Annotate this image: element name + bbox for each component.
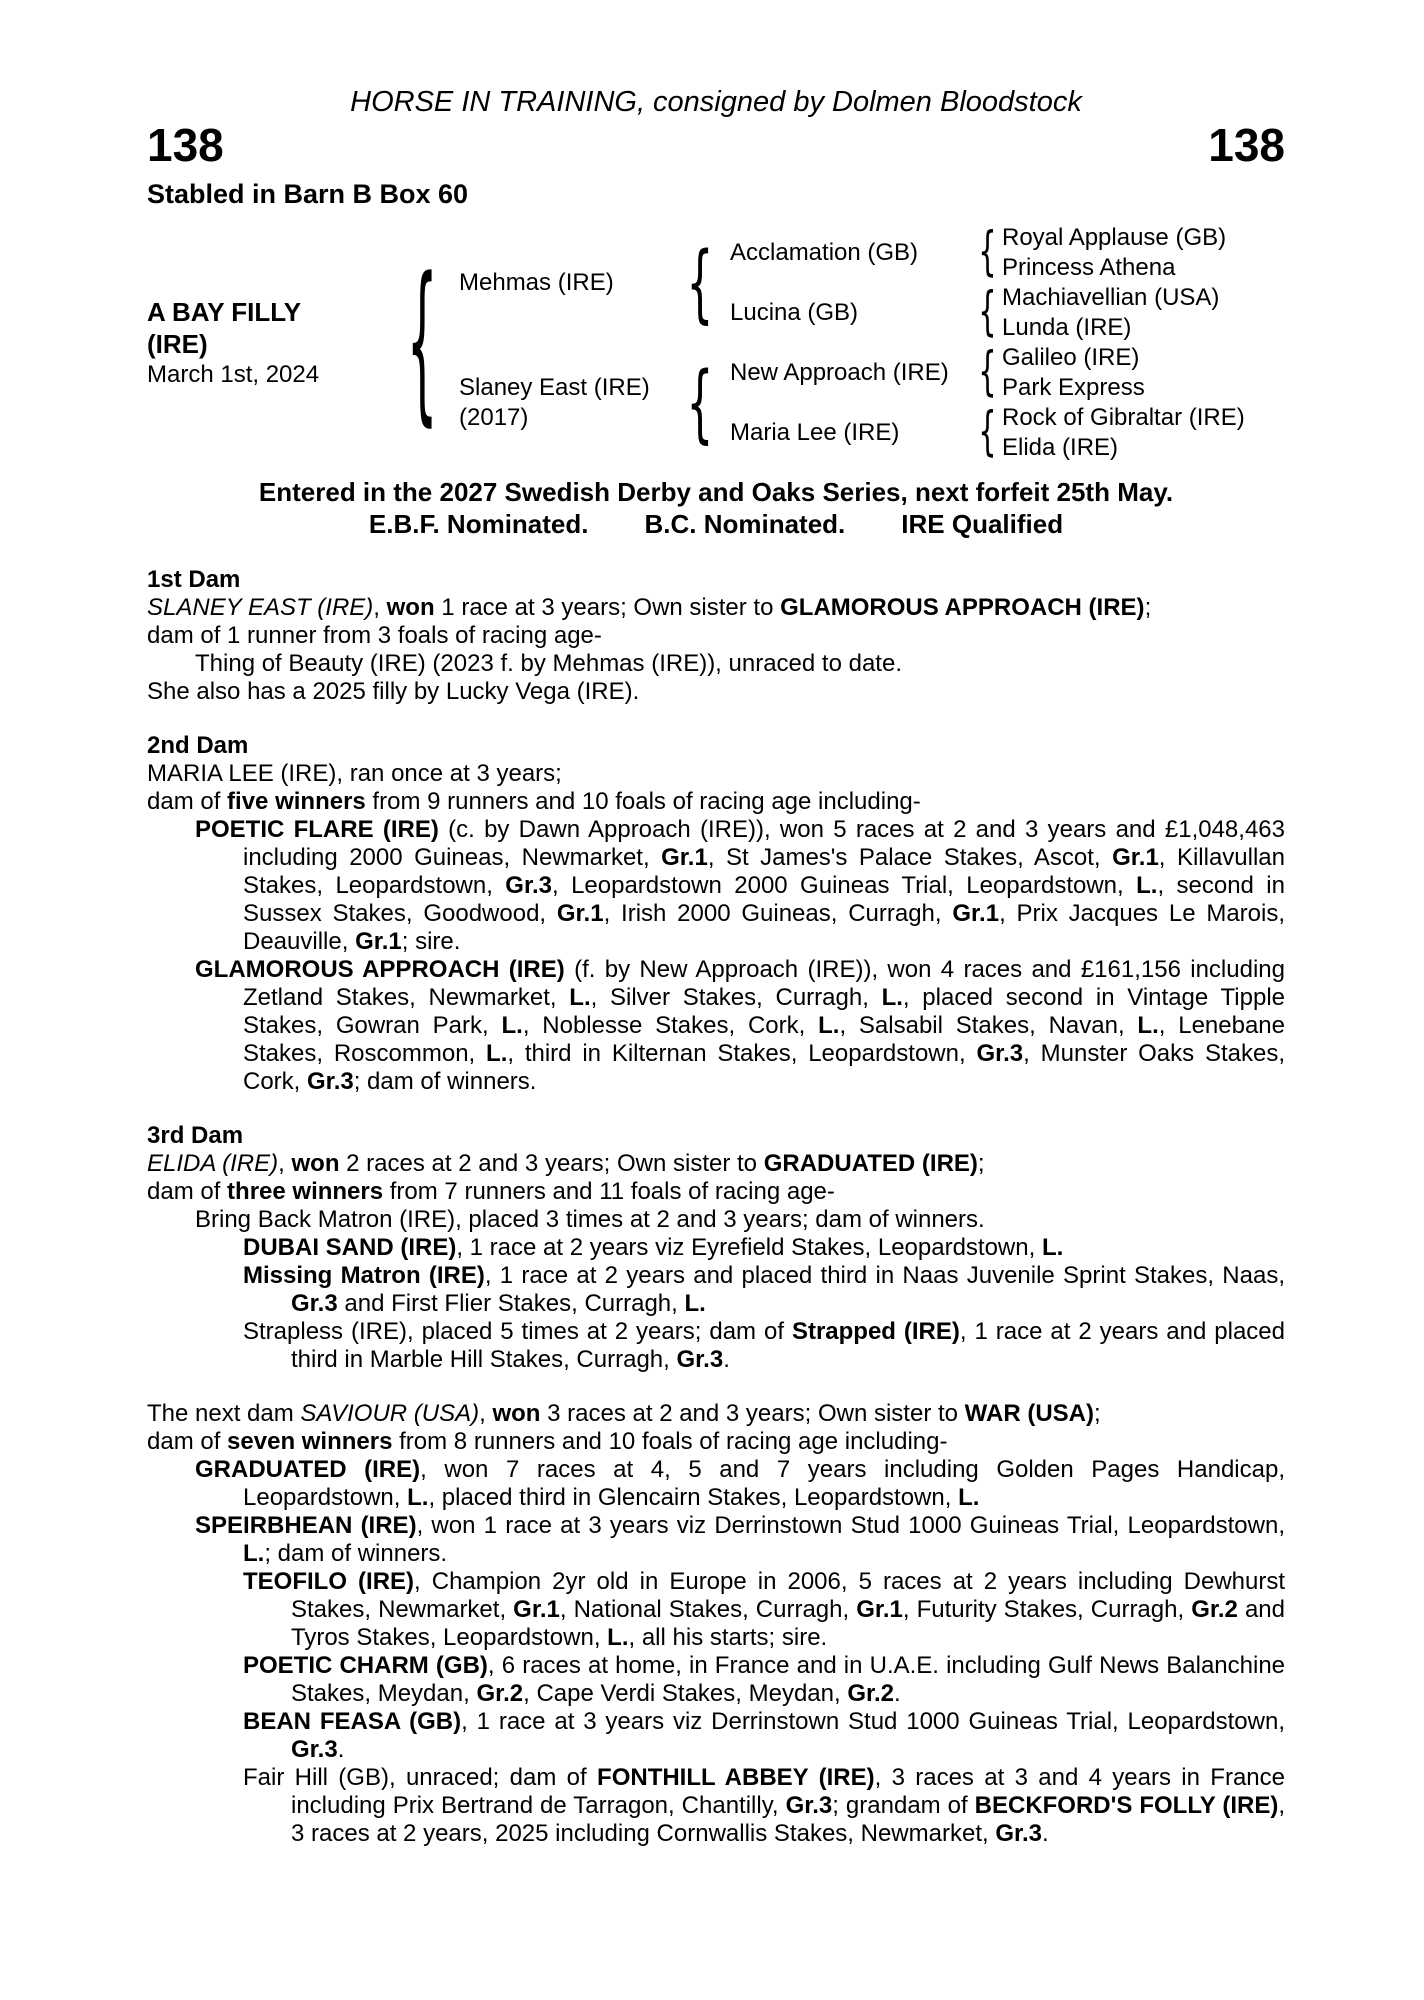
brace-icon: { xyxy=(406,240,438,443)
para-dam-of-seven-winners: dam of seven winners from 8 runners and 10 foals of racing age including- xyxy=(147,1428,948,1455)
granddam-name: Lucina (GB) xyxy=(730,299,859,326)
great-grandparent-name: Rock of Gibraltar (IRE) xyxy=(1002,404,1245,431)
para-fair-hill: Fair Hill (GB), unraced; dam of FONTHILL ABBEY (IRE), 3 races at 3 and 4 years in France including Prix Bertrand de Tarragon, Chantilly, Gr.3; grandam of BECKFORD'S FOLLY (IRE), 3 races at 2 years, 2025 including Cornwallis Stakes, Newmarket, Gr.3. xyxy=(243,1764,1285,1847)
pedigree-sire-unit xyxy=(447,223,1245,343)
lot-number-right: 138 xyxy=(1208,119,1285,171)
pedigree-dam-unit xyxy=(447,343,1245,463)
section-heading-3rd-dam: 3rd Dam xyxy=(147,1122,244,1149)
para-dubai-sand: DUBAI SAND (IRE), 1 race at 2 years viz Eyrefield Stakes, Leopardstown, L. xyxy=(243,1234,1064,1261)
brace-icon: { xyxy=(977,342,997,402)
sire-name: Mehmas (IRE) xyxy=(459,269,614,296)
pedigree-generation-1 xyxy=(447,223,1245,463)
para-dam-of-three-winners: dam of three winners from 7 runners and 11 foals of racing age- xyxy=(147,1178,835,1205)
brace-icon: { xyxy=(977,402,997,462)
dam-name: Slaney East (IRE) (2017) xyxy=(447,373,677,433)
pedigree-subject xyxy=(147,296,397,390)
section-heading-2nd-dam: 2nd Dam xyxy=(147,732,249,759)
brace-icon: { xyxy=(685,233,714,333)
grandsire-name: Acclamation (GB) xyxy=(730,239,919,266)
para-graduated: GRADUATED (IRE), won 7 races at 4, 5 and 7 years including Golden Pages Handicap, Leopardstown, L., placed third in Glencairn Stakes, Leopardstown, L. xyxy=(195,1456,1285,1511)
nominations-line xyxy=(147,508,1285,540)
para-she-also-has: She also has a 2025 filly by Lucky Vega (IRE). xyxy=(147,678,640,705)
pedigree-table xyxy=(147,222,1285,464)
great-grandparent-name: Royal Applause (GB) xyxy=(1002,224,1227,251)
section-heading-1st-dam: 1st Dam xyxy=(147,566,241,593)
great-grandparent-name: Park Express xyxy=(1002,374,1145,401)
subject-foaling-date: March 1st, 2024 xyxy=(147,361,320,388)
para-missing-matron: Missing Matron (IRE), 1 race at 2 years and placed third in Naas Juvenile Sprint Stakes, Naas, Gr.3 and First Flier Stakes, Curragh, L. xyxy=(243,1262,1286,1317)
great-grandparent-name: Machiavellian (USA) xyxy=(1002,284,1220,311)
page-title: HORSE IN TRAINING, consigned by Dolmen Bloodstock xyxy=(350,86,1082,118)
para-speirbhean: SPEIRBHEAN (IRE), won 1 race at 3 years viz Derrinstown Stud 1000 Guineas Trial, Leopardstown, L.; dam of winners. xyxy=(195,1512,1285,1567)
entries-line: Entered in the 2027 Swedish Derby and Oaks Series, next forfeit 25th May. xyxy=(258,477,1174,507)
subject-name-line2: (IRE) xyxy=(147,329,208,359)
great-grandparent-name: Princess Athena xyxy=(1002,254,1176,281)
brace-icon: { xyxy=(685,353,714,453)
para-dam-of-five-winners: dam of five winners from 9 runners and 10 foals of racing age including- xyxy=(147,788,921,815)
dam-year: (2017) xyxy=(459,404,529,431)
para-bring-back-matron: Bring Back Matron (IRE), placed 3 times at 2 and 3 years; dam of winners. xyxy=(195,1206,985,1233)
great-grandparent-name: Lunda (IRE) xyxy=(1002,314,1132,341)
para-thing-of-beauty: Thing of Beauty (IRE) (2023 f. by Mehmas (IRE)), unraced to date. xyxy=(195,650,902,677)
grandsire-name: New Approach (IRE) xyxy=(730,359,949,386)
para-slaney-east: SLANEY EAST (IRE), won 1 race at 3 years; Own sister to GLAMOROUS APPROACH (IRE); xyxy=(147,594,1152,621)
para-poetic-flare: POETIC FLARE (IRE) (c. by Dawn Approach (IRE)), won 5 races at 2 and 3 years and £1,048,463 including 2000 Guineas, Newmarket, Gr.1, St James's Palace Stakes, Ascot, Gr.1, Killavullan Stakes, Leopardstown, Gr.3, Leopardstown 2000 Guineas Trial, Leopardstown, L., second in Sussex Stakes, Goodwood, Gr.1, Irish 2000 Guineas, Curragh, Gr.1, Prix Jacques Le Marois, Deauville, Gr.1; sire. xyxy=(195,816,1286,955)
granddam-name: Maria Lee (IRE) xyxy=(730,419,900,446)
para-strapless: Strapless (IRE), placed 5 times at 2 years; dam of Strapped (IRE), 1 race at 2 years and placed third in Marble Hill Stakes, Curragh, Gr.3. xyxy=(243,1318,1285,1373)
para-glamorous-approach: GLAMOROUS APPROACH (IRE) (f. by New Approach (IRE)), won 4 races and £161,156 including Zetland Stakes, Newmarket, L., Silver Stakes, Curragh, L., placed second in Vintage Tipple Stakes, Gowran Park, L., Noblesse Stakes, Cork, L., Salsabil Stakes, Navan, L., Lenebane Stakes, Roscommon, L., third in Kilternan Stakes, Leopardstown, Gr.3, Munster Oaks Stakes, Cork, Gr.3; dam of winners. xyxy=(195,956,1285,1095)
nomination-ire: IRE Qualified xyxy=(901,509,1064,539)
lot-number-left: 138 xyxy=(147,119,224,171)
subject-name-line1: A BAY FILLY xyxy=(147,297,302,327)
brace-icon: { xyxy=(977,282,997,342)
para-teofilo: TEOFILO (IRE), Champion 2yr old in Europe in 2006, 5 races at 2 years including Dewhurst Stakes, Newmarket, Gr.1, National Stakes, Curragh, Gr.1, Futurity Stakes, Curragh, Gr.2 and Tyros Stakes, Leopardstown, L., all his starts; sire. xyxy=(243,1568,1286,1651)
para-next-dam-saviour: The next dam SAVIOUR (USA), won 3 races at 2 and 3 years; Own sister to WAR (USA); xyxy=(147,1400,1101,1427)
stabled-line: Stabled in Barn B Box 60 xyxy=(147,179,469,209)
para-maria-lee: MARIA LEE (IRE), ran once at 3 years; xyxy=(147,760,562,787)
nomination-bc: B.C. Nominated. xyxy=(644,509,846,539)
para-bean-feasa: BEAN FEASA (GB), 1 race at 3 years viz Derrinstown Stud 1000 Guineas Trial, Leopardstown, Gr.3. xyxy=(243,1708,1285,1763)
great-grandparent-name: Elida (IRE) xyxy=(1002,434,1119,461)
great-grandparent-name: Galileo (IRE) xyxy=(1002,344,1140,371)
nomination-ebf: E.B.F. Nominated. xyxy=(368,509,589,539)
lot-number-row xyxy=(147,120,1285,174)
para-elida: ELIDA (IRE), won 2 races at 2 and 3 years; Own sister to GRADUATED (IRE); xyxy=(147,1150,985,1177)
para-dam-of-1-runner: dam of 1 runner from 3 foals of racing age- xyxy=(147,622,602,649)
brace-icon: { xyxy=(977,222,997,282)
para-poetic-charm: POETIC CHARM (GB), 6 races at home, in France and in U.A.E. including Gulf News Balanchine Stakes, Meydan, Gr.2, Cape Verdi Stakes, Meydan, Gr.2. xyxy=(243,1652,1286,1707)
